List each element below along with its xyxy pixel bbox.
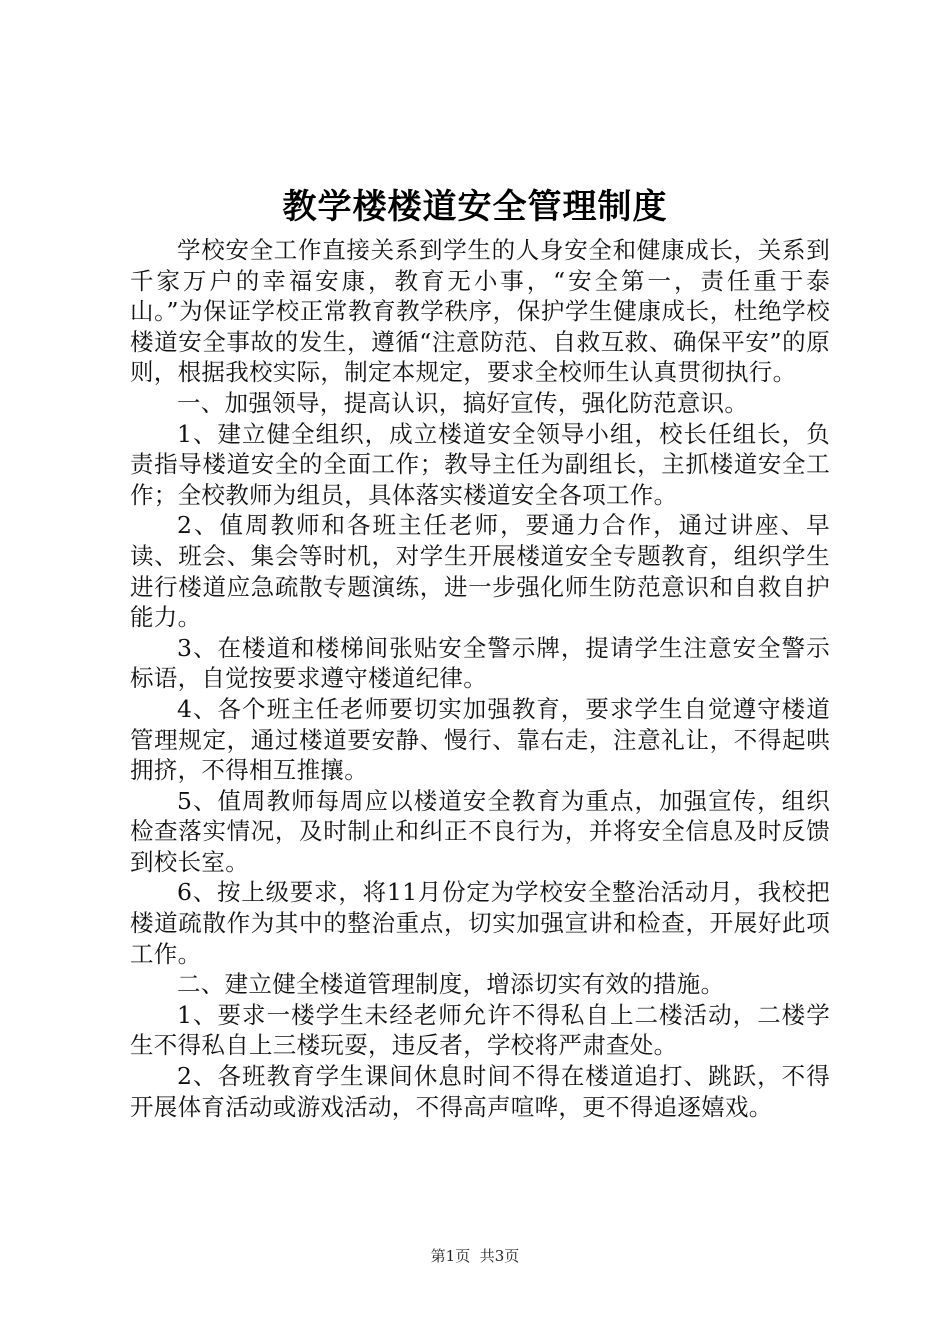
document-body: [130, 235, 830, 1122]
paragraph-item: 1、建立健全组织，成立楼道安全领导小组，校长任组长，负责指导楼道安全的全面工作；教导主任为副组长，主抓楼道安全工作；全校教师为组员，具体落实楼道安全各项工作。: [130, 419, 830, 509]
paragraph-item: 2、值周教师和各班主任老师，要通力合作，通过讲座、早读、班会、集会等时机，对学生开展楼道安全专题教育，组织学生进行楼道应急疏散专题演练，进一步强化师生防范意识和自救自护能力。: [130, 511, 830, 632]
section-heading-2: 二、建立健全楼道管理制度，增添切实有效的措施。: [177, 970, 725, 999]
paragraph-item: 6、按上级要求，将11月份定为学校安全整治活动月，我校把楼道疏散作为其中的整治重点，切实加强宣讲和检查，开展好此项工作。: [130, 878, 830, 968]
paragraph-intro: 学校安全工作直接关系到学生的人身安全和健康成长，关系到千家万户的幸福安康，教育无小事，“安全第一，责任重于泰山。”为保证学校正常教育教学秩序，保护学生健康成长，杜绝学校楼道安全事故的发生，遵循“注意防范、自救互救、确保平安”的原则，根据我校实际，制定本规定，要求全校师生认真贯彻执行。: [130, 236, 830, 387]
document-title: 教学楼楼道安全管理制度: [282, 187, 668, 227]
page-footer: [0, 1246, 950, 1266]
section-heading-1: 一、加强领导，提高认识，搞好宣传，强化防范意识。: [177, 388, 749, 417]
paragraph-item: 4、各个班主任老师要切实加强教育，要求学生自觉遵守楼道管理规定，通过楼道要安静、慢行、靠右走，注意礼让，不得起哄拥挤，不得相互推攘。: [130, 694, 830, 785]
footer-separator: [470, 1247, 480, 1265]
paragraph-item: 5、值周教师每周应以楼道安全教育为重点，加强宣传，组织检查落实情况，及时制止和纠正不良行为，并将安全信息及时反馈到校长室。: [130, 786, 830, 876]
page-number: 第1页: [430, 1247, 471, 1265]
paragraph-item: 1、要求一楼学生未经老师允许不得私自上二楼活动，二楼学生不得私自上三楼玩耍，违反者，学校将严肃查处。: [130, 1000, 830, 1060]
paragraph-item: 2、各班教育学生课间休息时间不得在楼道追打、跳跃，不得开展体育活动或游戏活动，不得高声喧哗，更不得追逐嬉戏。: [130, 1062, 830, 1121]
page-total: 共3页: [479, 1247, 520, 1265]
paragraph-item: 3、在楼道和楼梯间张贴安全警示牌，提请学生注意安全警示标语，自觉按要求遵守楼道纪律。: [130, 633, 830, 693]
